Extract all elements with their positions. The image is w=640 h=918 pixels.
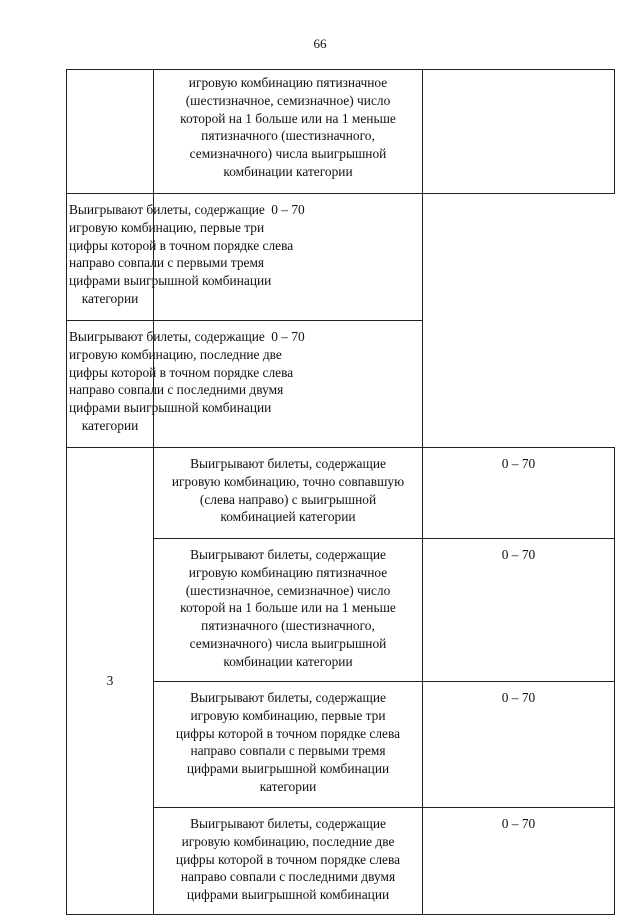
condition-line: игровую комбинацию, первые три [190, 707, 386, 723]
condition-line: игровую комбинацию, первые три [69, 219, 265, 235]
range-cell [423, 70, 615, 194]
condition-line: которой на 1 больше или на 1 меньше [180, 110, 396, 126]
table-row [67, 448, 615, 539]
condition-line: категории [81, 417, 139, 433]
range-cell [423, 448, 615, 539]
condition-line: цифрами выигрышной комбинации [69, 273, 272, 289]
condition-line: игровую комбинацию, последние две [181, 833, 395, 849]
category-number-cell [67, 70, 154, 194]
condition-line: Выигрывают билеты, содержащие [190, 690, 386, 705]
condition-line: Выигрывают билеты, содержащие [190, 547, 386, 562]
condition-line: семизначного) числа выигрышной [189, 146, 387, 162]
condition-line: цифрами выигрышной комбинации [69, 400, 272, 416]
condition-line: игровую комбинацию пятизначное [188, 564, 388, 580]
condition-line: (шестизначное, семизначное) число [185, 92, 391, 108]
condition-line: цифры которой в точном порядке слева [69, 364, 294, 380]
condition-line: пятизначного (шестизначного, [201, 128, 375, 144]
condition-cell [154, 682, 423, 808]
condition-line: Выигрывают билеты, содержащие [190, 816, 386, 831]
condition-line: направо совпали с первыми тремя [69, 255, 265, 271]
range-cell [423, 682, 615, 808]
condition-line: категории [259, 778, 317, 794]
condition-line: комбинацией категории [220, 509, 356, 525]
range-value: 0 – 70 [271, 202, 305, 217]
condition-line: цифрами выигрышной комбинации [186, 887, 390, 903]
range-cell [423, 539, 615, 682]
condition-line: семизначного) числа выигрышной [189, 635, 387, 651]
table-row [67, 70, 615, 194]
condition-line: цифры которой в точном порядке слева [175, 725, 401, 741]
table-row [67, 194, 615, 321]
range-value: 0 – 70 [501, 690, 536, 705]
condition-line: направо совпали с последними двумя [180, 869, 396, 885]
condition-line: направо совпали с последними двумя [69, 382, 284, 398]
category-number: 3 [106, 673, 114, 689]
condition-line: цифры которой в точном порядке слева [175, 851, 401, 867]
condition-line: игровую комбинацию пятизначное [188, 75, 388, 90]
table-row [67, 321, 615, 448]
condition-line: игровую комбинацию, последние две [69, 346, 282, 362]
condition-line: (слева направо) с выигрышной [199, 491, 377, 507]
range-value: 0 – 70 [271, 329, 305, 344]
page-number: 66 [313, 36, 327, 51]
range-cell [423, 808, 615, 915]
condition-cell [154, 70, 423, 194]
condition-line: Выигрывают билеты, содержащие [69, 329, 265, 344]
category-number-cell [67, 448, 154, 915]
condition-line: игровую комбинацию, точно совпавшую [171, 473, 405, 489]
range-value: 0 – 70 [501, 816, 536, 831]
condition-line: цифры которой в точном порядке слева [69, 237, 294, 253]
condition-line: (шестизначное, семизначное) число [185, 582, 391, 598]
condition-cell [154, 539, 423, 682]
range-value: 0 – 70 [501, 547, 536, 562]
condition-cell [154, 448, 423, 539]
condition-line: цифрами выигрышной комбинации [186, 761, 390, 777]
condition-line: которой на 1 больше или на 1 меньше [180, 600, 396, 616]
condition-cell [154, 808, 423, 915]
condition-line: комбинации категории [223, 653, 353, 669]
range-value: 0 – 70 [501, 456, 536, 471]
prize-category-table [66, 69, 615, 915]
condition-line: категории [81, 290, 139, 306]
condition-line: комбинации категории [223, 163, 353, 179]
condition-line: направо совпали с первыми тремя [190, 743, 386, 759]
condition-line: пятизначного (шестизначного, [201, 618, 375, 634]
condition-line: Выигрывают билеты, содержащие [69, 202, 265, 217]
condition-line: Выигрывают билеты, содержащие [190, 456, 386, 471]
